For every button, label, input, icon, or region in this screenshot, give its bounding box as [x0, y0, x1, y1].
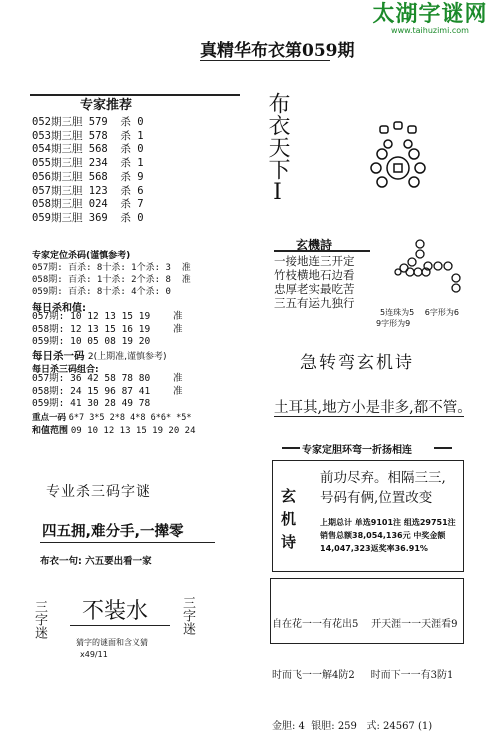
expert-row: 054期三胆 568 杀 0: [32, 143, 144, 156]
poem-side: 玄机诗: [279, 488, 297, 557]
expert-row: 058期三胆 024 杀 7: [32, 198, 144, 211]
dingwei-list: [32, 262, 191, 298]
expert-top-rule: [30, 94, 240, 96]
expert-row: 053期三胆 578 杀 1: [32, 129, 144, 142]
riddle-phrase: 四五拥,难分手,一撵零: [42, 524, 184, 540]
hezhi-list: [32, 311, 183, 349]
zhongdian: [32, 411, 192, 423]
logo-url: www.taihuzimi.com: [391, 26, 469, 35]
sanma-list: [32, 373, 183, 411]
page-title: 真精华布衣第059期: [200, 41, 355, 61]
zhongdian-value: 6*7 3*5 2*8 4*8 6*6* *5*: [68, 413, 192, 423]
xuanji-note: 5连珠为5: [380, 308, 415, 317]
logo-text: 太湖字谜网: [372, 2, 488, 27]
xuanji-line: 竹枝横地石边看: [274, 268, 355, 282]
site-logo[interactable]: [370, 2, 490, 35]
shayima-label: 每日杀一码: [32, 350, 85, 362]
hezhi-range: [32, 423, 196, 436]
expert-row: 057期三胆 123 杀 6: [32, 184, 144, 197]
riddle-rule: [40, 542, 215, 543]
sanma-row: 059期: 41 30 28 49 78: [32, 398, 151, 409]
poem-stat: 上期总计 单选9101注 组选29751注: [320, 518, 456, 527]
zhongdian-label: 重点一码: [32, 413, 67, 423]
poem-lines: [320, 468, 446, 508]
jizhuan-title: 急转弯玄机诗: [300, 353, 414, 373]
sanma-row: 057期: 36 42 58 78 80 准: [32, 373, 183, 384]
hezhi-range-value: 09 10 12 13 15 19 20 24: [70, 426, 196, 436]
poem-stat: 14,047,323返奖率36.91%: [320, 544, 428, 553]
hezhi-row: 057期: 10 12 13 15 19 准: [32, 311, 183, 322]
contact-line: 专家定胆环弯一折扬相连: [302, 445, 412, 456]
contact-rule-right: [434, 447, 452, 449]
jizhuan-underline: [274, 416, 464, 417]
poem-line: 号码有俩,位置改变: [320, 490, 433, 506]
hezhi-row: 058期: 12 13 15 16 19 准: [32, 323, 183, 335]
riddle-footer: x49/11: [80, 650, 108, 659]
poem-line: 前功尽弃。相隔三三,: [320, 470, 446, 486]
riddle-center-rule: [70, 625, 170, 626]
jizhuan-text: 土耳其,地方小是非多,都不管。: [274, 400, 472, 416]
bottom-line: 自在花一一有花出5 开天涯一一天涯看9: [272, 619, 458, 630]
xuanji-line: 一接地连三开定: [274, 254, 355, 268]
hezhi-row: 059期: 10 05 08 19 20: [32, 336, 151, 347]
xuanji-note: 6字形为6: [424, 308, 459, 317]
xuanji-line: 三五有运九独行: [274, 296, 355, 310]
xuanji-line: 忠厚老实最吃苦: [274, 282, 355, 296]
expert-row: 059期三胆 369 杀 0: [32, 211, 144, 224]
xuanji-poem: [274, 254, 355, 310]
dingwei-row: 057期: 百杀: 8十杀: 1个杀: 3 准: [32, 263, 191, 273]
riddle-caption: 猜字的谜面和含义猜: [76, 638, 148, 647]
sanma-row: 058期: 24 15 96 87 41 准: [32, 385, 183, 397]
bottom-line: 金胆: 4 银胆: 259 式: 24567 (1): [272, 721, 433, 732]
expert-row: 056期三胆 568 杀 9: [32, 170, 144, 183]
xuanji-notes: [380, 307, 459, 318]
dingwei-row: 058期: 百杀: 1十杀: 2个杀: 8 准: [32, 275, 191, 285]
riddle-center: 不装水: [82, 599, 149, 624]
buyi-title: 布衣天下Ⅰ: [265, 92, 290, 205]
expert-row: 052期三胆 579 杀 0: [32, 116, 144, 128]
coins-figure: [360, 118, 450, 208]
bottom-line: 时而飞一一解4防2 时而下一一有3防1: [272, 670, 454, 681]
poem-stat: 销售总额38,054,136元 中奖金额: [320, 531, 446, 540]
buyi-line: 布衣一句: 六五要出看一家: [40, 556, 152, 567]
expert-list: [32, 116, 144, 226]
dingwei-row: 059期: 百杀: 8十杀: 4个杀: 0: [32, 287, 171, 297]
title-underline: [200, 60, 330, 61]
riddle-heading: 专业杀三码字谜: [46, 484, 151, 500]
expert-heading: 专家推荐: [80, 98, 133, 113]
xuanji-heading: 玄機詩: [296, 238, 333, 252]
bottom-lines: [272, 582, 457, 752]
poem-stats: [320, 516, 456, 555]
expert-row: 055期三胆 234 杀 1: [32, 157, 144, 170]
xuanji-note: 9字形为9: [376, 319, 411, 328]
riddle-side-right: 三字迷: [180, 596, 195, 635]
shayima: [32, 348, 166, 363]
xuanji-coins-figure: [390, 236, 470, 306]
hezhi-heading: 每日杀和值:: [32, 303, 86, 314]
contact-rule-left: [282, 447, 300, 449]
shayima-value: 2(上期准,谨慎参考): [87, 352, 167, 362]
hezhi-range-label: 和值范围: [32, 426, 69, 436]
dingwei-heading: 专家定位杀码(谨慎参考): [32, 251, 131, 261]
sanma-heading: 每日杀三码组合:: [32, 365, 99, 375]
xuanji-rule: [274, 250, 370, 252]
riddle-side-left: 三字迷: [32, 600, 47, 639]
